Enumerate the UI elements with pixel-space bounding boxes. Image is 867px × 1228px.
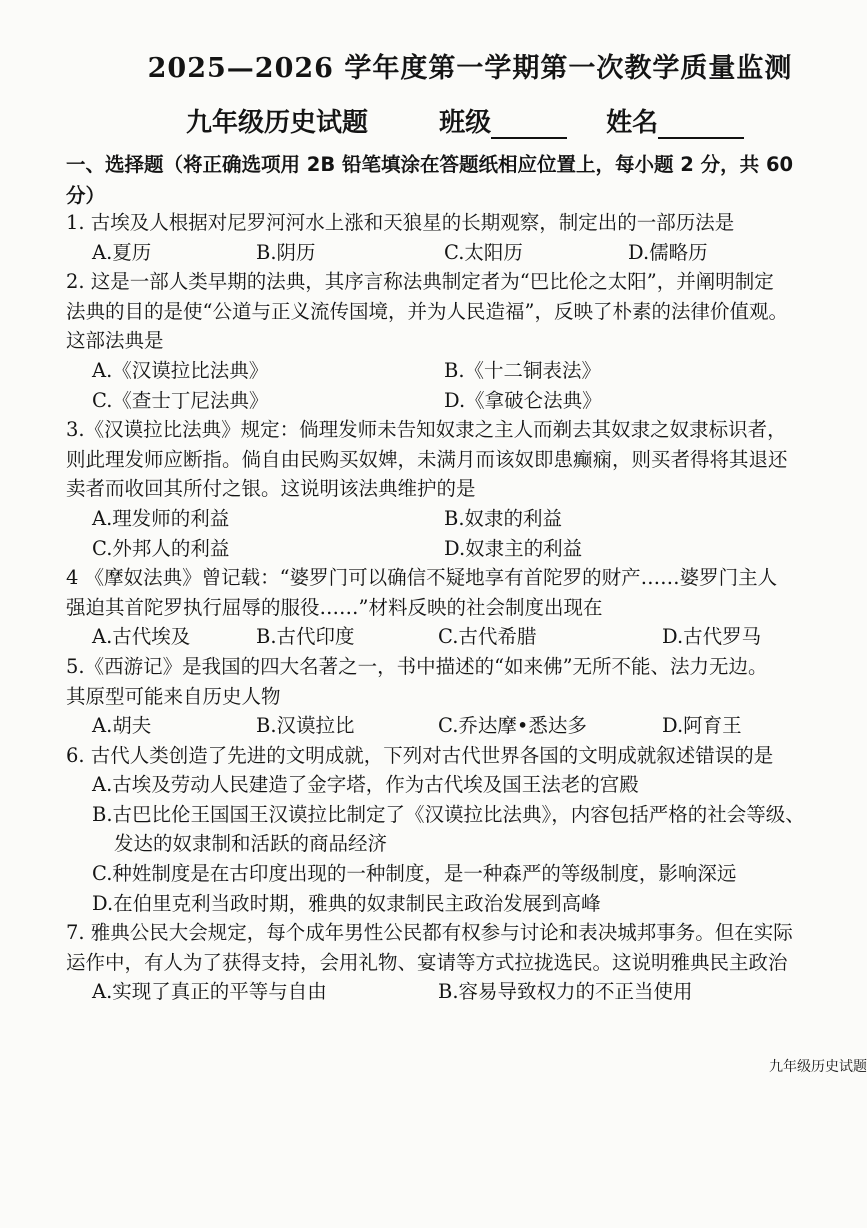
- question-1-options: [66, 238, 866, 268]
- section-heading-line1: 一、选择题（将正确选项用 2B 铅笔填涂在答题纸相应位置上，每小题 2 分，共 60: [66, 153, 794, 176]
- question-2-stem-line2: 法典的目的是使“公道与正义流传国境，并为人民造福”，反映了朴素的法律价值观。: [66, 299, 788, 323]
- q3-option-d: D.奴隶主的利益: [444, 536, 583, 560]
- question-7-stem-line1: 7. 雅典公民大会规定，每个成年男性公民都有权参与讨论和表决城邦事务。但在实际: [66, 921, 793, 945]
- name-field: [606, 108, 744, 138]
- q2-option-c: C.《查士丁尼法典》: [92, 388, 269, 412]
- q2-option-a: A.《汉谟拉比法典》: [92, 358, 269, 382]
- question-1-stem: 1. 古埃及人根据对尼罗河河水上涨和天狼星的长期观察，制定出的一部历法是: [66, 211, 735, 234]
- question-2-stem-line1: 2. 这是一部人类早期的法典，其序言称法典制定者为“巴比伦之太阳”，并阐明制定: [66, 270, 774, 294]
- q6-option-b-line2: 发达的奴隶制和活跃的商品经济: [114, 832, 388, 856]
- question-2-stem-line3: 这部法典是: [66, 329, 164, 353]
- q4-option-b: B.古代印度: [256, 625, 355, 649]
- q5-option-c: C.乔达摩•悉达多: [438, 714, 587, 738]
- question-6-stem: 6. 古代人类创造了先进的文明成就，下列对古代世界各国的文明成就叙述错误的是: [66, 743, 774, 767]
- question-3-stem-line2: 则此理发师应断指。倘自由民购买奴婢，未满月而该奴即患癫痫，则买者得将其退还: [66, 447, 788, 471]
- subject-label: 九年级历史试题: [186, 108, 369, 138]
- q5-option-d: D.阿育王: [662, 714, 742, 738]
- page-footer: 九年级历史试题: [769, 1059, 867, 1075]
- class-blank: [491, 115, 567, 139]
- q6-option-a: A.古埃及劳动人民建造了金字塔，作为古代埃及国王法老的宫殿: [92, 773, 639, 797]
- q6-option-b-line1: B.古巴比伦王国国王汉谟拉比制定了《汉谟拉比法典》，内容包括严格的社会等级、: [92, 802, 805, 826]
- q3-option-b: B.奴隶的利益: [444, 506, 563, 530]
- question-3-options-row2: [66, 534, 866, 564]
- question-3-options-row1: [66, 504, 866, 534]
- q4-option-d: D.古代罗马: [662, 625, 762, 649]
- q3-option-a: A.理发师的利益: [92, 506, 230, 530]
- name-label: 姓名: [606, 108, 659, 138]
- exam-title: 2025—2026 学年度第一学期第一次教学质量监测: [147, 53, 793, 84]
- question-list: [66, 208, 866, 1007]
- question-2-options-row2: [66, 386, 866, 416]
- question-3-stem-line3: 卖者而收回其所付之银。这说明该法典维护的是: [66, 477, 476, 501]
- question-5-stem-line1: 5.《西游记》是我国的四大名著之一，书中描述的“如来佛”无所不能、法力无边。: [66, 654, 768, 678]
- question-4-stem-line2: 强迫其首陀罗执行屈辱的服役……”材料反映的社会制度出现在: [66, 595, 603, 619]
- q4-option-a: A.古代埃及: [92, 625, 191, 649]
- q1-option-a: A.夏历: [92, 240, 152, 264]
- question-5-options: [66, 711, 866, 741]
- name-blank: [658, 115, 744, 139]
- question-5-stem-line2: 其原型可能来自历史人物: [66, 684, 281, 708]
- q2-option-d: D.《拿破仑法典》: [444, 388, 602, 412]
- question-3-stem-line1: 3.《汉谟拉比法典》规定：倘理发师未告知奴隶之主人而剃去其奴隶之奴隶标识者，: [66, 418, 787, 442]
- q7-option-a: A.实现了真正的平等与自由: [92, 980, 327, 1004]
- q6-option-c: C.种姓制度是在古印度出现的一种制度，是一种森严的等级制度，影响深远: [92, 862, 737, 886]
- q1-option-b: B.阴历: [256, 240, 316, 264]
- q3-option-c: C.外邦人的利益: [92, 536, 230, 560]
- question-4-options: [66, 622, 866, 652]
- question-2-options-row1: [66, 356, 866, 386]
- class-label: 班级: [439, 108, 492, 138]
- question-7-options: [66, 977, 866, 1007]
- class-field: [439, 108, 567, 138]
- exam-subtitle: [186, 102, 744, 139]
- q1-option-c: C.太阳历: [444, 240, 523, 264]
- question-4-stem-line1: 4 《摩奴法典》曾记载：“婆罗门可以确信不疑地享有首陀罗的财产……婆罗门主人: [66, 566, 778, 590]
- section-heading-line2: 分）: [66, 184, 106, 207]
- q5-option-b: B.汉谟拉比: [256, 714, 355, 738]
- question-7-stem-line2: 运作中，有人为了获得支持，会用礼物、宴请等方式拉拢选民。这说明雅典民主政治: [66, 950, 788, 974]
- q2-option-b: B.《十二铜表法》: [444, 358, 602, 382]
- section-heading: [66, 149, 867, 211]
- q5-option-a: A.胡夫: [92, 714, 152, 738]
- q6-option-d: D.在伯里克利当政时期，雅典的奴隶制民主政治发展到高峰: [92, 891, 601, 915]
- q1-option-d: D.儒略历: [628, 240, 708, 264]
- q7-option-b: B.容易导致权力的不正当使用: [438, 980, 693, 1004]
- q4-option-c: C.古代希腊: [438, 625, 537, 649]
